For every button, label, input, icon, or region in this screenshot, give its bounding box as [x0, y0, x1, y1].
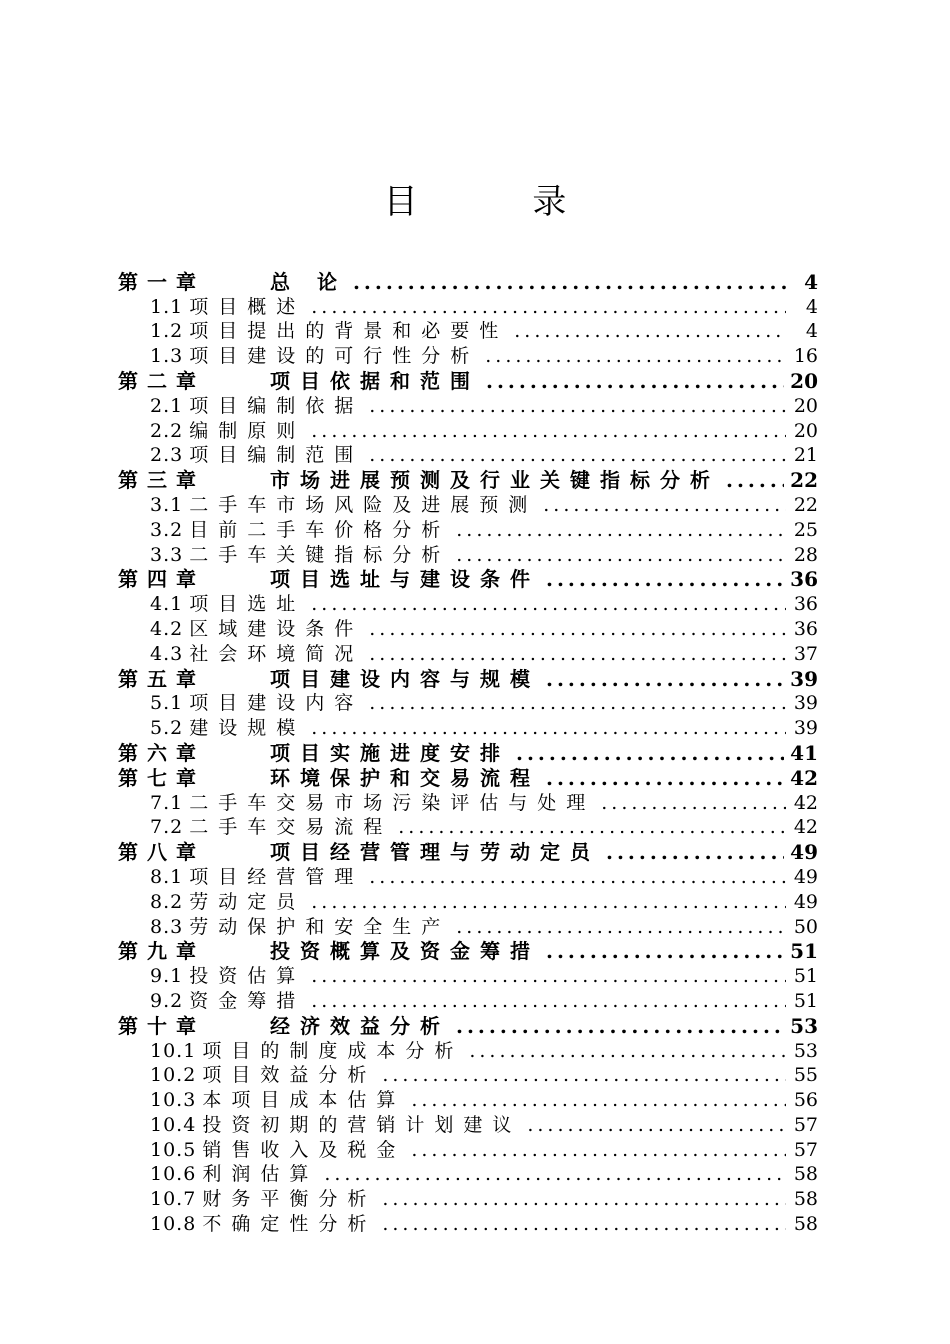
toc-entry-number: 4.2 [150, 617, 184, 640]
toc-entry-number: 5.1 [150, 692, 184, 715]
toc-entry-number: 4.1 [150, 593, 184, 616]
toc-entry-number: 1.3 [150, 345, 184, 368]
toc-page-number: 58 [793, 1163, 818, 1186]
toc-leader-dots [546, 668, 784, 690]
toc-leader-dots [311, 420, 786, 442]
toc-entry-number: 8.3 [150, 915, 184, 938]
toc-entry-number: 7.1 [150, 791, 184, 814]
toc-section-entry[interactable] [118, 417, 818, 442]
toc-section-entry[interactable] [118, 1210, 818, 1235]
toc-leader-dots [369, 692, 786, 714]
toc-leader-dots [516, 742, 784, 764]
toc-section-entry[interactable] [118, 1185, 818, 1210]
toc-section-entry[interactable] [118, 640, 818, 665]
toc-leader-dots [311, 296, 786, 318]
toc-chapter-entry[interactable] [118, 938, 818, 963]
toc-entry-number: 10.8 [150, 1213, 197, 1236]
toc-chapter-entry[interactable] [118, 764, 818, 789]
toc-entry-number: 7.2 [150, 816, 184, 839]
toc-leader-dots [311, 965, 786, 987]
toc-section-entry[interactable] [118, 615, 818, 640]
toc-entry-title: 项目编制依据 [189, 394, 364, 417]
toc-entry-title: 投资估算 [189, 965, 306, 988]
toc-leader-dots [456, 916, 786, 938]
toc-entry-number: 5.2 [150, 717, 184, 740]
toc-page-number: 51 [793, 965, 818, 988]
toc-entry-title: 建设规模 [189, 717, 306, 740]
toc-leader-dots [382, 1213, 786, 1235]
toc-entry-title: 项目选址与建设条件 [270, 567, 540, 592]
toc-entry-title: 劳动定员 [189, 890, 306, 913]
toc-page-number: 20 [790, 368, 818, 393]
toc-entry-title: 项目建设的可行性分析 [189, 345, 480, 368]
toc-section-entry[interactable] [118, 342, 818, 367]
toc-entry-number: 10.3 [150, 1089, 197, 1112]
toc-page-number: 58 [793, 1188, 818, 1211]
toc-section-entry[interactable] [118, 1037, 818, 1062]
toc-entry-title: 项目经营管理 [189, 865, 364, 888]
toc-section-entry[interactable] [118, 1062, 818, 1087]
toc-entry-title: 环境保护和交易流程 [270, 765, 540, 790]
toc-entry-number: 第二章 [118, 368, 205, 393]
toc-page-number: 39 [793, 717, 818, 740]
toc-section-entry[interactable] [118, 863, 818, 888]
toc-page-number: 42 [793, 791, 818, 814]
toc-leader-dots [382, 1064, 786, 1086]
toc-entry-title: 项目概述 [189, 295, 306, 318]
toc-page-number: 21 [793, 444, 818, 467]
toc-entry-number: 10.4 [150, 1113, 197, 1136]
toc-leader-dots [369, 395, 786, 417]
toc-entry-number: 第十章 [118, 1013, 205, 1038]
toc-leader-dots [353, 271, 786, 293]
toc-section-entry[interactable] [118, 789, 818, 814]
toc-leader-dots [485, 345, 786, 367]
toc-entry-title: 不确定性分析 [202, 1213, 377, 1236]
toc-section-entry[interactable] [118, 392, 818, 417]
toc-leader-dots [311, 990, 786, 1012]
toc-chapter-entry[interactable] [118, 739, 818, 764]
toc-entry-number: 4.3 [150, 642, 184, 665]
toc-page-number: 39 [793, 692, 818, 715]
toc-entry-number: 8.2 [150, 890, 184, 913]
toc-chapter-entry[interactable] [118, 466, 818, 491]
toc-page-number: 36 [793, 593, 818, 616]
toc-page-number: 53 [790, 1013, 818, 1038]
toc-entry-number: 1.2 [150, 320, 184, 343]
toc-entry-number: 10.5 [150, 1138, 197, 1161]
toc-entry-number: 3.2 [150, 518, 184, 541]
toc-entry-number: 2.3 [150, 444, 184, 467]
toc-section-entry[interactable] [118, 442, 818, 467]
toc-entry-title: 资金筹措 [189, 989, 306, 1012]
toc-leader-dots [324, 1163, 786, 1185]
toc-page-number: 49 [793, 865, 818, 888]
toc-entry-number: 10.1 [150, 1039, 197, 1062]
toc-entry-title: 项目建设内容 [189, 692, 364, 715]
toc-leader-dots [606, 841, 784, 863]
toc-section-entry[interactable] [118, 293, 818, 318]
toc-leader-dots [546, 568, 784, 590]
toc-section-entry[interactable] [118, 1086, 818, 1111]
toc-leader-dots [369, 618, 786, 640]
toc-chapter-entry[interactable] [118, 838, 818, 863]
toc-leader-dots [311, 891, 786, 913]
toc-entry-title: 编制原则 [189, 419, 306, 442]
toc-page-number: 51 [793, 989, 818, 1012]
toc-entry-number: 第一章 [118, 269, 205, 294]
toc-page-number: 20 [793, 419, 818, 442]
toc-entry-title: 市场进展预测及行业关键指标分析 [270, 468, 720, 493]
toc-page-number: 42 [790, 765, 818, 790]
toc-section-entry[interactable] [118, 541, 818, 566]
toc-section-entry[interactable] [118, 1111, 818, 1136]
toc-entry-title: 本项目成本估算 [202, 1089, 406, 1112]
toc-leader-dots [411, 1139, 786, 1161]
toc-section-entry[interactable] [118, 590, 818, 615]
toc-entry-number: 8.1 [150, 865, 184, 888]
toc-chapter-entry[interactable] [118, 268, 818, 293]
toc-section-entry[interactable] [118, 962, 818, 987]
toc-entry-title: 总 论 [270, 269, 347, 294]
toc-page-number: 58 [793, 1213, 818, 1236]
toc-entry-number: 第四章 [118, 567, 205, 592]
toc-entry-title: 二手车市场风险及进展预测 [189, 493, 538, 516]
toc-entry-number: 第六章 [118, 740, 205, 765]
toc-leader-dots [601, 792, 786, 814]
toc-entry-number: 10.7 [150, 1188, 197, 1211]
toc-page-number: 55 [793, 1064, 818, 1087]
toc-entry-number: 10.6 [150, 1163, 197, 1186]
toc-section-entry[interactable] [118, 1136, 818, 1161]
toc-section-entry[interactable] [118, 1161, 818, 1186]
toc-entry-title: 项目依据和范围 [270, 368, 480, 393]
toc-leader-dots [369, 444, 786, 466]
toc-page-number: 20 [793, 394, 818, 417]
toc-page-number: 36 [793, 617, 818, 640]
toc-entry-title: 二手车交易市场污染评估与处理 [189, 791, 596, 814]
toc-leader-dots [456, 519, 786, 541]
toc-entry-number: 1.1 [150, 295, 184, 318]
toc-leader-dots [456, 1015, 784, 1037]
toc-page-number: 4 [805, 320, 818, 343]
toc-entry-number: 10.2 [150, 1064, 197, 1087]
toc-section-entry[interactable] [118, 690, 818, 715]
toc-leader-dots [311, 717, 786, 739]
toc-entry-number: 第七章 [118, 765, 205, 790]
toc-leader-dots [369, 643, 786, 665]
toc-leader-dots [486, 370, 784, 392]
toc-entry-title: 投资初期的营销计划建议 [202, 1113, 522, 1136]
toc-chapter-entry[interactable] [118, 665, 818, 690]
toc-section-entry[interactable] [118, 491, 818, 516]
toc-leader-dots [543, 494, 786, 516]
toc-section-entry[interactable] [118, 714, 818, 739]
toc-entry-title: 二手车交易流程 [189, 816, 393, 839]
toc-entry-title: 区域建设条件 [189, 617, 364, 640]
toc-page-number: 22 [793, 493, 818, 516]
toc-leader-dots [726, 469, 784, 491]
toc-entry-title: 利润估算 [202, 1163, 319, 1186]
toc-page-number: 41 [790, 740, 818, 765]
toc-entry-title: 财务平衡分析 [202, 1188, 377, 1211]
toc-section-entry[interactable] [118, 516, 818, 541]
toc-entry-number: 3.3 [150, 543, 184, 566]
toc-leader-dots [546, 940, 784, 962]
toc-entry-number: 2.1 [150, 394, 184, 417]
toc-leader-dots [456, 544, 786, 566]
toc-page-number: 25 [793, 518, 818, 541]
toc-entry-number: 第三章 [118, 468, 205, 493]
toc-chapter-entry[interactable] [118, 1012, 818, 1037]
toc-page-number: 4 [804, 269, 818, 294]
toc-page-number: 39 [790, 666, 818, 691]
toc-page-number: 57 [793, 1138, 818, 1161]
toc-page-number: 50 [793, 915, 818, 938]
toc-entry-number: 2.2 [150, 419, 184, 442]
table-of-contents [118, 268, 818, 1235]
toc-entry-number: 第五章 [118, 666, 205, 691]
toc-entry-title: 项目效益分析 [202, 1064, 377, 1087]
toc-section-entry[interactable] [118, 913, 818, 938]
toc-entry-number: 9.2 [150, 989, 184, 1012]
toc-entry-title: 项目提出的背景和必要性 [189, 320, 509, 343]
toc-page-number: 16 [793, 345, 818, 368]
toc-leader-dots [311, 593, 786, 615]
toc-entry-title: 项目编制范围 [189, 444, 364, 467]
toc-entry-title: 投资概算及资金筹措 [270, 939, 540, 964]
toc-leader-dots [398, 816, 786, 838]
toc-leader-dots [527, 1114, 786, 1136]
toc-chapter-entry[interactable] [118, 367, 818, 392]
toc-entry-number: 第九章 [118, 939, 205, 964]
toc-entry-title: 项目选址 [189, 593, 306, 616]
toc-leader-dots [411, 1089, 786, 1111]
toc-leader-dots [469, 1040, 786, 1062]
toc-entry-number: 第八章 [118, 840, 205, 865]
toc-entry-title: 劳动保护和安全生产 [189, 915, 451, 938]
toc-page-number: 51 [790, 939, 818, 964]
toc-entry-title: 目前二手车价格分析 [189, 518, 451, 541]
toc-entry-title: 社会环境简况 [189, 642, 364, 665]
toc-leader-dots [382, 1188, 786, 1210]
toc-page-number: 4 [805, 295, 818, 318]
toc-entry-number: 3.1 [150, 493, 184, 516]
toc-leader-dots [514, 320, 786, 342]
page-title: 目 录 [383, 182, 619, 222]
toc-section-entry[interactable] [118, 987, 818, 1012]
toc-entry-number: 9.1 [150, 965, 184, 988]
toc-leader-dots [369, 866, 786, 888]
toc-page-number: 56 [793, 1089, 818, 1112]
toc-chapter-entry[interactable] [118, 566, 818, 591]
toc-section-entry[interactable] [118, 888, 818, 913]
toc-entry-title: 项目的制度成本分析 [202, 1039, 464, 1062]
toc-page-number: 49 [790, 840, 818, 865]
toc-page-number: 42 [793, 816, 818, 839]
toc-entry-title: 经济效益分析 [270, 1013, 450, 1038]
toc-page-number: 57 [793, 1113, 818, 1136]
toc-section-entry[interactable] [118, 318, 818, 343]
toc-entry-title: 项目实施进度安排 [270, 740, 510, 765]
toc-entry-title: 销售收入及税金 [202, 1138, 406, 1161]
toc-page-number: 37 [793, 642, 818, 665]
toc-page-number: 36 [790, 567, 818, 592]
toc-entry-title: 项目经营管理与劳动定员 [270, 840, 600, 865]
toc-page-number: 49 [793, 890, 818, 913]
toc-page-number: 22 [790, 468, 818, 493]
toc-entry-title: 项目建设内容与规模 [270, 666, 540, 691]
toc-leader-dots [546, 767, 784, 789]
toc-page-number: 53 [793, 1039, 818, 1062]
toc-section-entry[interactable] [118, 814, 818, 839]
toc-entry-title: 二手车关键指标分析 [189, 543, 451, 566]
toc-page-number: 28 [793, 543, 818, 566]
